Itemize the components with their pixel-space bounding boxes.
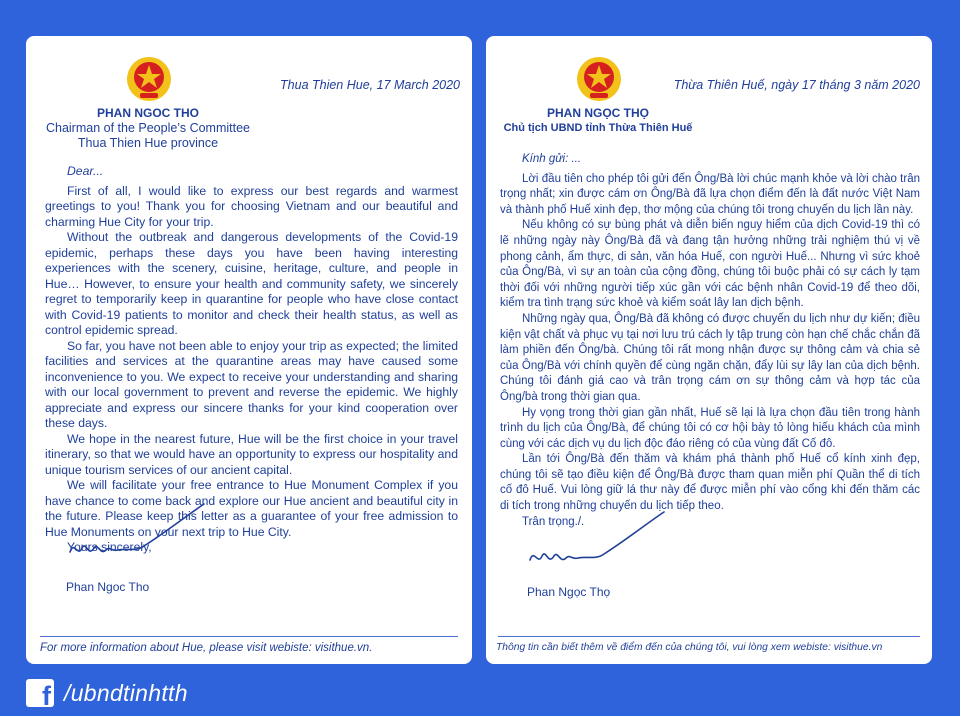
- letter-date: Thừa Thiên Huế, ngày 17 tháng 3 năm 2020: [673, 78, 920, 92]
- letter-date: Thua Thien Hue, 17 March 2020: [280, 78, 460, 92]
- paragraph: Lời đầu tiên cho phép tôi gửi đến Ông/Bà lời chúc mạnh khỏe và lời chào trân trọng nhất; xin được cám ơn Ông/Bà đã lựa chọn điểm đến là đất nước Việt Nam và thành phố Huế xinh đẹp, thơ mộng của chúng tôi trong chuyến du lịch lần này.: [500, 172, 920, 216]
- sender-name: PHAN NGỌC THỌ: [547, 106, 649, 120]
- signer-name: Phan Ngoc Tho: [66, 580, 150, 594]
- facebook-logo-icon: [26, 679, 54, 707]
- paragraph: Lần tới Ông/Bà đến thăm và khám phá thành phố Huế cổ kính xinh đẹp, chúng tôi sẽ tạo điều kiện để Ông/Bà được tham quan miễn phí Quần thể di tích cố đô Huế. Vui lòng giữ lá thư này để được miễn phí vào cổng khi đến thăm các di tích trong những chuyến du lịch tiếp theo.: [500, 453, 920, 513]
- facebook-handle: /ubndtinhtth: [64, 679, 188, 706]
- paragraph: So far, you have not been able to enjoy your trip as expected; the limited facilities and services at the quarantine areas may have caused some inconvenience to you. We expect to receive your understanding and sharing with our local government to prevent and reverse the epidemic. We highly appreciate and express our sincere thanks for your kind cooperation over these days.: [45, 338, 458, 430]
- paragraph: Without the outbreak and dangerous developments of the Covid-19 epidemic, perhaps these days you have been having interesting experiences with the scenery, cuisine, heritage, culture, and people in Hue… However, to ensure your health and community safety, we sincerely regret to temporarily keep in quarantine for people who have close contact with Covid-19 patients to monitor and check their health status, as well as control epidemic spread.: [45, 230, 458, 337]
- letter-body: [45, 164, 458, 556]
- footer-divider: [40, 636, 458, 637]
- paragraph: Hy vọng trong thời gian gần nhất, Huế sẽ lại là lựa chọn đầu tiên trong hành trình du lịch của Ông/Bà, để chúng tôi có cơ hội bày tỏ lòng hiếu khách của mình cùng với các dịch vụ du lịch độc đáo riêng có của vùng đất Cố đô.: [500, 406, 920, 450]
- signature-icon: [66, 502, 226, 568]
- footer-note: For more information about Hue, please visit webiste: visithue.vn.: [40, 642, 373, 654]
- national-emblem-icon: [126, 56, 172, 102]
- closing: Yours sincerely,: [67, 540, 152, 554]
- letter-english: [26, 36, 472, 664]
- facebook-logo-letter: f: [42, 681, 51, 707]
- sender-title-line2: Thua Thien Hue province: [77, 136, 219, 150]
- national-emblem-icon: [576, 56, 622, 102]
- letter-vietnamese: [486, 36, 932, 664]
- sender-title-line1: Chairman of the People’s Committee: [45, 121, 251, 135]
- sender-header: [498, 106, 698, 136]
- signature-icon: [526, 510, 686, 576]
- sender-title-line1: Chủ tịch UBND tỉnh Thừa Thiên Huế: [503, 122, 693, 134]
- signer-name: Phan Ngọc Thọ: [527, 585, 611, 599]
- closing: Trân trọng./.: [522, 515, 585, 528]
- facebook-page-link[interactable]: [26, 678, 188, 708]
- greeting: Kính gửi: ...: [522, 153, 582, 165]
- greeting: Dear...: [67, 164, 104, 178]
- letter-body: [500, 152, 920, 530]
- paragraph: We hope in the nearest future, Hue will be the first choice in your travel itinerary, so that we would have an opportunity to express our hospitality and unique tourism services of our ancient capital.: [45, 431, 458, 477]
- paragraph: We will facilitate your free entrance to Hue Monument Complex if you have chance to come back and explore our Hue ancient and beautiful city in the future. Please keep this letter as a guarantee of your free admission to Hue Monuments on your next trip to Hue City.: [45, 478, 458, 539]
- paragraph: Nếu không có sự bùng phát và diễn biến nguy hiểm của dịch Covid-19 thì có lẽ những ngày này Ông/Bà đã và đang tận hưởng những trải nghiệm thú vị về phong cảnh, ẩm thực, di sản, văn hóa Huế, con người Huế... Nhưng vì sức khoẻ của Ông/Bà, vì sự an toàn của cộng đồng, chúng tôi buộc phải có sự cách ly tạm thời đối với những người tiếp xúc gần với các bệnh nhân Covid-19 để theo dõi, kiểm tra tình trạng sức khoẻ và kiểm soát lây lan dịch bệnh.: [500, 219, 920, 310]
- paragraph: First of all, I would like to express our best regards and warmest greetings to you! Thank you for choosing Vietnam and our beautiful and charming Hue City for your trip.: [45, 183, 458, 229]
- footer-divider: [498, 636, 920, 637]
- footer-note: Thông tin cần biết thêm về điểm đến của chúng tôi, vui lòng xem webiste: visithue.vn: [496, 642, 883, 653]
- sender-header: [36, 106, 260, 151]
- sender-name: PHAN NGOC THO: [97, 106, 199, 120]
- paragraph: Những ngày qua, Ông/Bà đã không có được chuyến du lịch như dự kiến; điều kiện vật chất và phục vụ tại nơi lưu trú cách ly tập trung còn hạn chế chắc chắn đã làm phiền đến Ông/bà. Chúng tôi rất mong nhận được sự thông cảm và chia sẻ của Ông/Bà với chính quyền để cùng ngăn chặn, đẩy lùi sự lây lan của dịch bệnh. Chúng tôi đánh giá cao và trân trọng cám ơn sự thông cảm và hợp tác của Ông/bà trong thời gian qua.: [500, 312, 920, 403]
